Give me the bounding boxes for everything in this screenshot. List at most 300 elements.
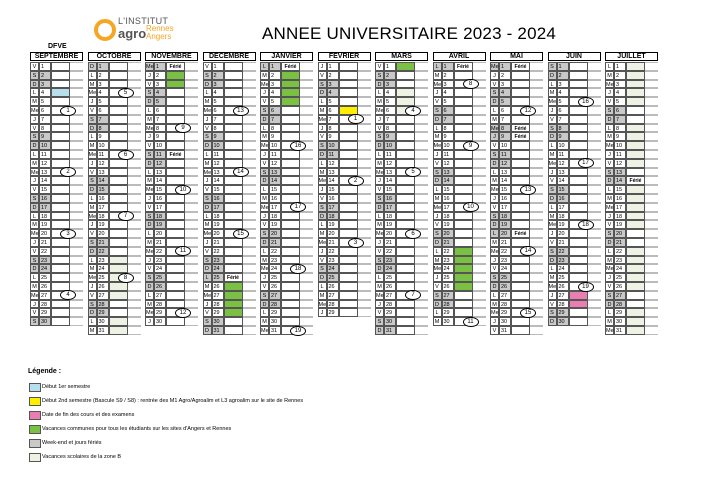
day-number: 12: [212, 159, 224, 168]
day-event-cell: [511, 88, 530, 97]
day-row: [203, 141, 256, 150]
day-letter: S: [548, 247, 557, 256]
day-spacer: [588, 194, 601, 203]
day-event-cell: [569, 185, 588, 194]
day-letter: J: [318, 185, 327, 194]
day-number: 1: [327, 62, 339, 71]
day-event-cell: Férié: [454, 62, 473, 71]
day-spacer: [473, 132, 486, 141]
day-number: 17: [442, 203, 454, 212]
day-spacer: [588, 264, 601, 273]
day-spacer: [530, 326, 543, 335]
day-letter: D: [145, 220, 154, 229]
day-letter: J: [375, 238, 384, 247]
day-letter: Me: [203, 231, 212, 238]
day-row: [318, 247, 371, 256]
day-letter: L: [30, 150, 39, 159]
day-spacer: [588, 300, 601, 309]
day-number: 21: [557, 238, 569, 247]
day-letter: D: [203, 80, 212, 89]
day-event-cell: Férié: [626, 176, 645, 185]
day-spacer: [300, 62, 313, 71]
day-number: 29: [327, 308, 339, 317]
day-number: 6: [97, 106, 109, 115]
day-row: [88, 159, 141, 168]
week-number-badge: 18: [290, 264, 306, 274]
day-event-cell: [339, 291, 358, 300]
day-letter: V: [145, 141, 154, 150]
day-number: 9: [614, 132, 626, 141]
day-letter: J: [433, 273, 442, 282]
day-letter: M: [203, 159, 212, 168]
day-spacer: [530, 194, 543, 203]
day-letter: L: [605, 62, 614, 71]
day-spacer: [70, 308, 83, 317]
day-number: 11: [97, 150, 109, 159]
day-number: 25: [212, 273, 224, 282]
day-number: 4: [154, 88, 166, 97]
day-number: 22: [384, 247, 396, 256]
day-row: [88, 141, 141, 150]
day-letter: Me: [31, 292, 39, 299]
day-event-cell: [339, 229, 358, 238]
day-spacer: [185, 300, 198, 309]
day-row: [433, 115, 486, 124]
week-number-badge: 5: [118, 88, 134, 98]
day-event-cell: [51, 238, 70, 247]
day-letter: D: [605, 300, 614, 309]
day-row: [548, 150, 601, 159]
day-spacer: [645, 62, 658, 71]
day-event-cell: [166, 229, 185, 238]
day-spacer: [530, 71, 543, 80]
day-spacer: [243, 300, 256, 309]
day-spacer: [70, 273, 83, 282]
day-event-cell: [511, 291, 530, 300]
day-spacer: [185, 282, 198, 291]
day-number: 6: [154, 106, 166, 115]
day-spacer: [70, 71, 83, 80]
day-spacer: [358, 124, 371, 133]
day-row: [375, 194, 428, 203]
day-spacer: [185, 212, 198, 221]
day-number: 12: [442, 159, 454, 168]
day-row: [433, 88, 486, 97]
day-row: [433, 256, 486, 265]
day-number: 11: [269, 150, 281, 159]
day-spacer: [415, 80, 428, 89]
day-spacer: [358, 132, 371, 141]
day-letter: S: [548, 308, 557, 317]
day-number: 29: [154, 308, 166, 317]
day-number: 15: [39, 185, 51, 194]
day-letter: L: [260, 308, 269, 317]
day-number: 4: [39, 88, 51, 97]
day-row: [375, 317, 428, 326]
day-number: 20: [327, 229, 339, 238]
day-spacer: [645, 300, 658, 309]
day-letter: L: [548, 141, 557, 150]
day-row: [433, 220, 486, 229]
day-number: 5: [614, 97, 626, 106]
day-letter: M: [433, 71, 442, 80]
day-letter: V: [605, 97, 614, 106]
day-number: 23: [212, 256, 224, 265]
legend-label: Début 2nd semestre (Bascule S9 / S8) : rentrée des M1 Agro/Agroalim et L3 agroalim sur le site de Rennes: [42, 398, 304, 404]
day-letter: S: [433, 168, 442, 177]
day-row: [433, 97, 486, 106]
day-number: 19: [327, 220, 339, 229]
day-letter: J: [548, 106, 557, 115]
legend-label: Week-end et jours fériés: [42, 440, 102, 446]
day-letter: D: [433, 176, 442, 185]
day-row: [88, 291, 141, 300]
day-letter: D: [490, 282, 499, 291]
day-number: 13: [557, 168, 569, 177]
day-row: [605, 273, 658, 282]
day-spacer: [473, 264, 486, 273]
day-number: 5: [269, 97, 281, 106]
day-spacer: [128, 115, 141, 124]
day-event-cell: [109, 115, 128, 124]
day-spacer: [588, 256, 601, 265]
day-spacer: [128, 256, 141, 265]
day-letter: L: [318, 97, 327, 106]
day-event-cell: [339, 185, 358, 194]
day-row: [260, 238, 313, 247]
day-event-cell: [569, 264, 588, 273]
day-number: 26: [212, 282, 224, 291]
day-letter: M: [375, 97, 384, 106]
day-event-cell: [569, 80, 588, 89]
day-spacer: [530, 141, 543, 150]
day-spacer: [415, 273, 428, 282]
day-letter: M: [145, 115, 154, 124]
day-event-cell: [454, 220, 473, 229]
day-spacer: [358, 203, 371, 212]
month-column: [548, 52, 601, 326]
day-spacer: [358, 150, 371, 159]
day-row: [548, 291, 601, 300]
day-row: [30, 247, 83, 256]
day-event-cell: [281, 238, 300, 247]
day-spacer: [243, 203, 256, 212]
day-event-cell: [396, 150, 415, 159]
day-letter: S: [548, 62, 557, 71]
day-spacer: [300, 273, 313, 282]
day-event-cell: Férié: [511, 132, 530, 141]
day-spacer: [300, 256, 313, 265]
day-letter: L: [548, 80, 557, 89]
day-number: 29: [557, 308, 569, 317]
day-row: [490, 80, 543, 89]
day-event-cell: [454, 291, 473, 300]
day-row: [30, 80, 83, 89]
day-row: [145, 229, 198, 238]
day-spacer: [645, 106, 658, 115]
day-spacer: [588, 150, 601, 159]
day-spacer: [70, 185, 83, 194]
day-letter: Me: [88, 152, 97, 158]
day-letter: S: [433, 229, 442, 238]
day-event-cell: [109, 300, 128, 309]
day-row: [145, 264, 198, 273]
day-spacer: [358, 220, 371, 229]
day-number: 15: [499, 185, 511, 194]
day-letter: D: [318, 212, 327, 221]
day-number: 25: [614, 273, 626, 282]
day-number: 1: [154, 62, 166, 71]
week-number-badge: 8: [463, 79, 479, 89]
day-row: [30, 282, 83, 291]
day-letter: V: [375, 308, 384, 317]
day-letter: L: [318, 220, 327, 229]
day-number: 31: [499, 326, 511, 335]
day-row: [433, 282, 486, 291]
day-row: [203, 203, 256, 212]
day-spacer: [243, 80, 256, 89]
day-number: 10: [557, 141, 569, 150]
day-spacer: [415, 220, 428, 229]
day-event-cell: [281, 132, 300, 141]
day-number: 20: [442, 229, 454, 238]
day-number: 6: [212, 106, 224, 115]
day-event-cell: [454, 168, 473, 177]
day-number: 28: [97, 300, 109, 309]
day-event-cell: [51, 185, 70, 194]
day-number: 21: [614, 238, 626, 247]
day-letter: Me: [261, 266, 269, 273]
day-event-cell: [224, 71, 243, 80]
day-spacer: [243, 264, 256, 273]
day-row: [30, 71, 83, 80]
day-row: [548, 185, 601, 194]
day-letter: J: [145, 71, 154, 80]
day-event-cell: [281, 317, 300, 326]
day-number: 23: [442, 256, 454, 265]
day-letter: D: [30, 203, 39, 212]
day-letter: L: [605, 247, 614, 256]
day-letter: M: [490, 176, 499, 185]
day-spacer: [128, 194, 141, 203]
month-column: [490, 52, 543, 334]
day-row: [318, 273, 371, 282]
day-letter: Me: [318, 178, 327, 185]
day-row: [318, 300, 371, 309]
day-letter: L: [375, 212, 384, 221]
day-letter: M: [145, 176, 154, 185]
day-number: 3: [499, 80, 511, 89]
day-number: 12: [499, 159, 511, 168]
day-row: [145, 150, 198, 159]
day-spacer: [530, 62, 543, 71]
day-spacer: [645, 80, 658, 89]
day-number: 30: [39, 317, 51, 326]
day-row: [490, 124, 543, 133]
day-number: 13: [327, 168, 339, 177]
day-letter: D: [605, 238, 614, 247]
day-number: 23: [154, 256, 166, 265]
day-number: 18: [557, 212, 569, 221]
day-spacer: [588, 247, 601, 256]
day-row: [375, 212, 428, 221]
day-row: [30, 176, 83, 185]
day-number: 7: [39, 115, 51, 124]
day-row: [375, 326, 428, 335]
day-spacer: [300, 220, 313, 229]
day-number: 10: [614, 141, 626, 150]
day-letter: M: [490, 115, 499, 124]
day-letter: D: [433, 238, 442, 247]
day-spacer: [358, 300, 371, 309]
day-event-cell: [454, 150, 473, 159]
day-letter: S: [375, 256, 384, 265]
day-number: 2: [557, 71, 569, 80]
day-number: 16: [39, 194, 51, 203]
day-row: [490, 317, 543, 326]
day-event-cell: [396, 194, 415, 203]
day-row: [548, 229, 601, 238]
month-header: JUIN: [548, 52, 601, 61]
day-spacer: [70, 88, 83, 97]
day-row: [548, 132, 601, 141]
day-letter: S: [375, 71, 384, 80]
day-event-cell: [224, 291, 243, 300]
day-letter: D: [375, 80, 384, 89]
day-spacer: [300, 176, 313, 185]
day-spacer: [185, 273, 198, 282]
day-spacer: [473, 308, 486, 317]
day-row: [145, 273, 198, 282]
day-letter: Me: [491, 187, 499, 194]
day-number: 27: [442, 291, 454, 300]
day-spacer: [645, 326, 658, 335]
day-event-cell: [109, 256, 128, 265]
day-row: [375, 176, 428, 185]
day-spacer: [185, 106, 198, 115]
day-number: 3: [39, 80, 51, 89]
day-event-cell: [511, 194, 530, 203]
day-event-cell: [224, 220, 243, 229]
day-event-cell: [224, 150, 243, 159]
day-number: 17: [154, 203, 166, 212]
day-spacer: [128, 71, 141, 80]
day-spacer: [70, 141, 83, 150]
day-letter: V: [30, 185, 39, 194]
day-letter: D: [548, 132, 557, 141]
day-letter: M: [605, 132, 614, 141]
day-number: 9: [499, 132, 511, 141]
day-letter: V: [145, 264, 154, 273]
day-spacer: [70, 97, 83, 106]
day-row: [433, 176, 486, 185]
day-letter: S: [605, 229, 614, 238]
day-event-cell: [281, 106, 300, 115]
day-letter: V: [318, 132, 327, 141]
day-event-cell: [396, 238, 415, 247]
day-spacer: [588, 212, 601, 221]
day-row: [30, 115, 83, 124]
day-letter: V: [203, 247, 212, 256]
day-spacer: [358, 80, 371, 89]
day-row: [490, 97, 543, 106]
day-letter: L: [433, 308, 442, 317]
day-number: 26: [327, 282, 339, 291]
day-spacer: [588, 317, 601, 326]
legend-label: Début 1er semestre: [42, 384, 91, 390]
day-row: [490, 273, 543, 282]
day-number: 22: [614, 247, 626, 256]
day-number: 9: [442, 132, 454, 141]
day-event-cell: [626, 229, 645, 238]
day-letter: L: [318, 159, 327, 168]
day-number: 25: [97, 273, 109, 282]
day-row: [490, 88, 543, 97]
day-number: 3: [154, 80, 166, 89]
day-event-cell: [626, 124, 645, 133]
day-spacer: [128, 106, 141, 115]
day-number: 6: [269, 106, 281, 115]
day-number: 10: [442, 141, 454, 150]
day-row: [260, 212, 313, 221]
day-event-cell: [166, 97, 185, 106]
day-number: 25: [557, 273, 569, 282]
day-letter: J: [490, 132, 499, 141]
day-row: [145, 212, 198, 221]
day-number: 14: [499, 176, 511, 185]
day-letter: D: [30, 264, 39, 273]
day-letter: V: [375, 124, 384, 133]
day-number: 21: [442, 238, 454, 247]
day-event-cell: [109, 264, 128, 273]
day-letter: V: [548, 300, 557, 309]
legend-swatch: [29, 453, 41, 462]
day-number: 20: [154, 229, 166, 238]
day-spacer: [70, 62, 83, 71]
day-row: [30, 264, 83, 273]
day-letter: L: [260, 247, 269, 256]
day-letter: D: [203, 326, 212, 335]
month-column: [433, 52, 486, 326]
day-number: 15: [384, 185, 396, 194]
day-row: [260, 282, 313, 291]
day-row: [605, 150, 658, 159]
day-event-cell: [569, 141, 588, 150]
day-number: 5: [212, 97, 224, 106]
day-event-cell: [51, 71, 70, 80]
day-number: 8: [327, 124, 339, 133]
day-event-cell: [109, 238, 128, 247]
day-letter: S: [605, 291, 614, 300]
day-letter: J: [490, 71, 499, 80]
day-spacer: [128, 247, 141, 256]
day-row: [433, 300, 486, 309]
day-number: 28: [384, 300, 396, 309]
day-row: [605, 212, 658, 221]
day-spacer: [243, 291, 256, 300]
day-row: [490, 264, 543, 273]
day-number: 19: [442, 220, 454, 229]
day-number: 13: [212, 168, 224, 177]
day-row: [260, 80, 313, 89]
day-event-cell: [339, 62, 358, 71]
day-number: 4: [384, 88, 396, 97]
day-event-cell: [454, 88, 473, 97]
day-event-cell: [396, 80, 415, 89]
day-spacer: [645, 168, 658, 177]
day-number: 11: [557, 150, 569, 159]
day-row: [375, 220, 428, 229]
